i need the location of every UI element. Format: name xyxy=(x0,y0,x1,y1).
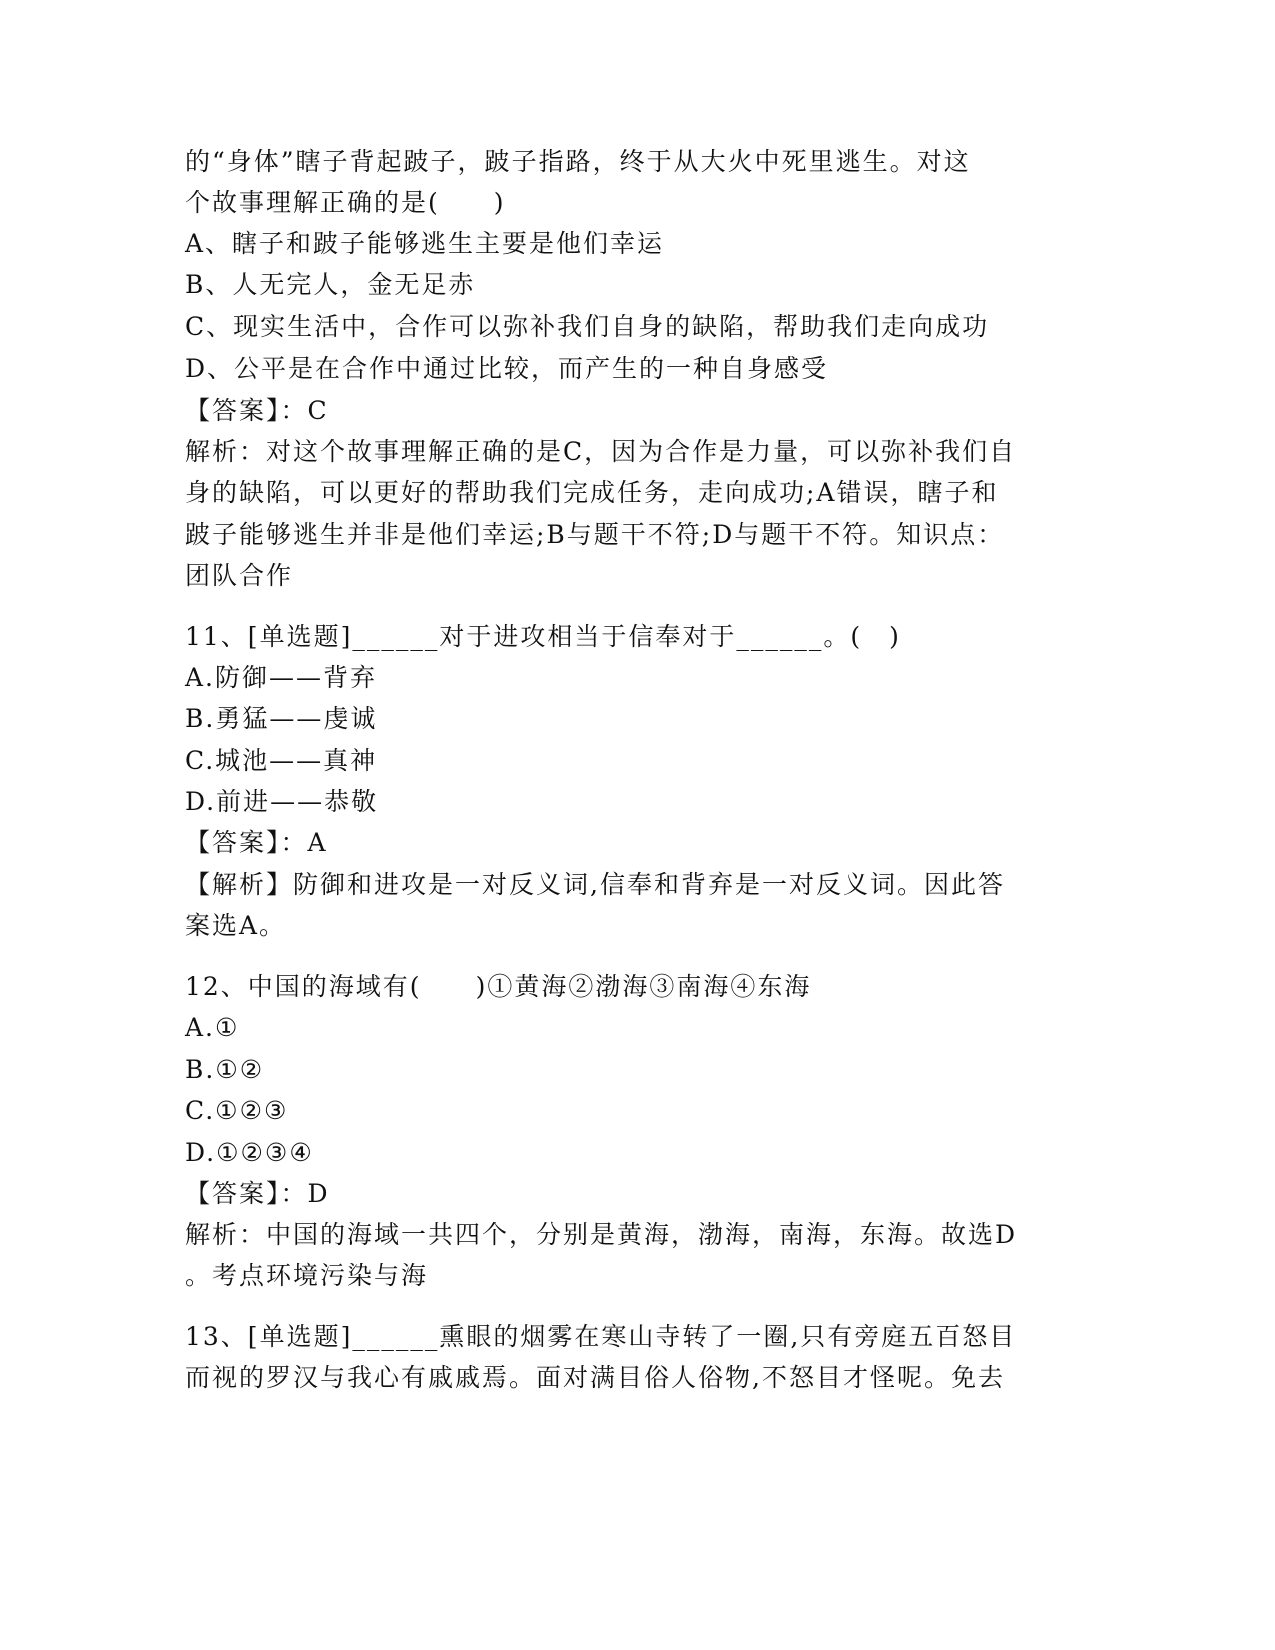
q12-analysis-line: 。考点环境污染与海 xyxy=(185,1261,429,1290)
q12-analysis-line: 解析：中国的海域一共四个，分别是黄海，渤海，南海，东海。故选D xyxy=(185,1220,1018,1249)
q10-option-a: A、瞎子和跛子能够逃生主要是他们幸运 xyxy=(185,229,665,258)
q12-stem: 12、中国的海域有( )①黄海②渤海③南海④东海 xyxy=(185,972,812,1001)
q11-answer: 【答案】：A xyxy=(185,828,328,857)
q11-option-a: A.防御——背弃 xyxy=(185,663,378,692)
q13-stem-line: 而视的罗汉与我心有戚戚焉。面对满目俗人俗物,不怒目才怪呢。免去 xyxy=(185,1363,1005,1392)
q12-answer: 【答案】：D xyxy=(185,1179,330,1208)
q10-analysis-line: 身的缺陷，可以更好的帮助我们完成任务，走向成功;A错误，瞎子和 xyxy=(185,478,999,507)
q11-option-b: B.勇猛——虔诚 xyxy=(185,704,378,733)
q12-option-c: C.①②③ xyxy=(185,1096,289,1125)
q11-analysis-line: 【解析】防御和进攻是一对反义词,信奉和背弃是一对反义词。因此答 xyxy=(185,870,1005,899)
q10-answer: 【答案】：C xyxy=(185,396,329,425)
q10-option-b: B、人无完人，金无足赤 xyxy=(185,270,476,299)
q12-option-d: D.①②③④ xyxy=(185,1138,314,1167)
q10-option-d: D、公平是在合作中通过比较，而产生的一种自身感受 xyxy=(185,354,829,383)
q10-analysis-line: 跛子能够逃生并非是他们幸运;B与题干不符;D与题干不符。知识点： xyxy=(185,520,1005,549)
q11-option-d: D.前进——恭敬 xyxy=(185,787,379,816)
q10-option-c: C、现实生活中，合作可以弥补我们自身的缺陷，帮助我们走向成功 xyxy=(185,312,990,341)
q10-stem-line: 个故事理解正确的是( ) xyxy=(185,188,506,217)
q12-option-a: A.① xyxy=(185,1013,240,1042)
q11-stem: 11、[单选题]______对于进攻相当于信奉对于______。( ) xyxy=(185,622,901,651)
q11-analysis-line: 案选A。 xyxy=(185,911,287,940)
q11-option-c: C.城池——真神 xyxy=(185,746,378,775)
q10-stem-line: 的“身体”瞎子背起跛子，跛子指路，终于从大火中死里逃生。对这 xyxy=(185,147,971,176)
q10-analysis-line: 团队合作 xyxy=(185,561,294,590)
q10-analysis-line: 解析：对这个故事理解正确的是C，因为合作是力量，可以弥补我们自 xyxy=(185,437,1017,466)
q12-option-b: B.①② xyxy=(185,1055,265,1084)
q13-stem-line: 13、[单选题]______熏眼的烟雾在寒山寺转了一圈,只有旁庭五百怒目 xyxy=(185,1322,1017,1351)
